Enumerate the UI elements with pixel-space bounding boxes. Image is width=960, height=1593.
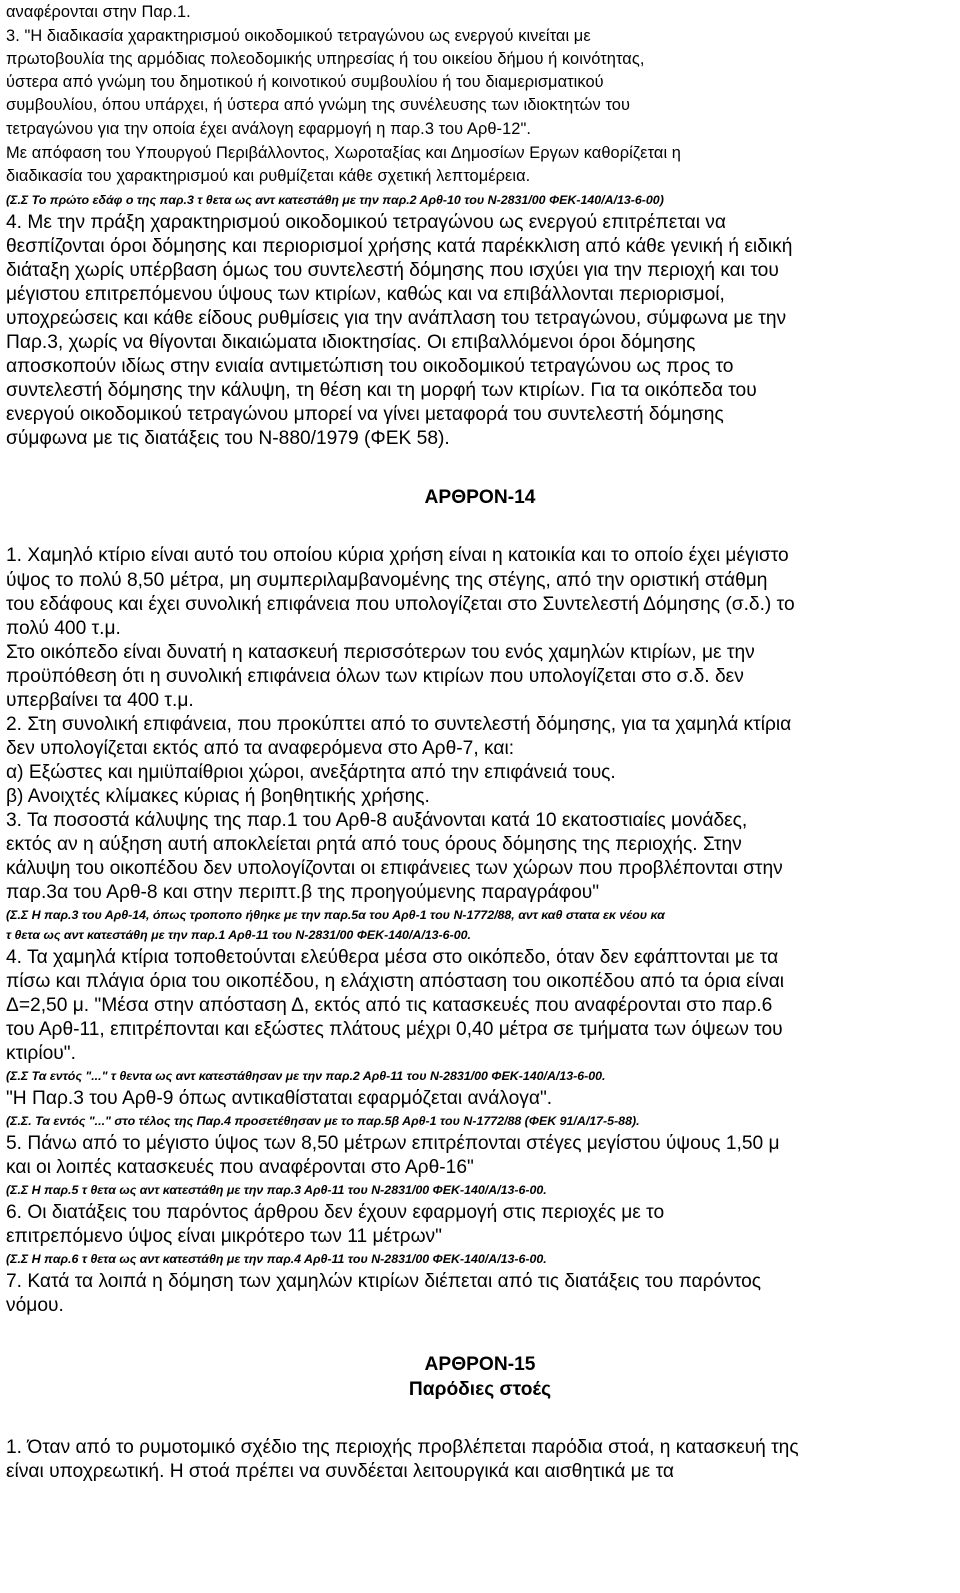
text-line: πολύ 400 τ.μ. <box>6 618 121 639</box>
editor-note: τ θετα ως αντ κατεστάθη με την παρ.1 Αρθ-11 του Ν-2831/00 ΦΕΚ-140/Α/13-6-00. <box>6 928 471 942</box>
text-line: αποσκοπούν ιδίως στην ενιαία αντιμετώπιση του οικοδομικού τετραγώνου ως προς το <box>6 356 734 377</box>
text-line: ενεργού οικοδομικού τετραγώνου μπορεί να γίνει μεταφορά του συντελεστή δόμησης <box>6 404 724 425</box>
text-line: α) Εξώστες και ημιϋπαίθριοι χώροι, ανεξάρτητα από την επιφάνειά τους. <box>6 762 616 783</box>
text-line: ύστερα από γνώμη του δημοτικού ή κοινοτικού συμβουλίου ή του διαμερισματικού <box>6 73 604 91</box>
text-line: του Αρθ-11, επιτρέπονται και εξώστες πλάτους μέχρι 0,40 μέτρα σε τμήματα των όψεων του <box>6 1019 783 1040</box>
text-line: β) Ανοιχτές κλίμακες κύριας ή βοηθητικής χρήσης. <box>6 786 430 807</box>
text-line: 1. Όταν από το ρυμοτομικό σχέδιο της περιοχής προβλέπεται παρόδια στοά, η κατασκευή της <box>6 1437 799 1458</box>
text-line: πρωτοβουλία της αρμόδιας πολεοδομικής υπηρεσίας ή του οικείου δήμου ή κοινότητας, <box>6 50 645 68</box>
editor-note: (Σ.Σ Τα εντός "..." τ θεντα ως αντ κατεστάθησαν με την παρ.2 Αρθ-11 του Ν-2831/00 ΦΕΚ-140/Α/13-6-00. <box>6 1069 606 1083</box>
text-line: εκτός αν η αύξηση αυτή αποκλείεται ρητά από τους όρους δόμησης της περιοχής. Στην <box>6 834 742 855</box>
text-line: 3. Τα ποσοστά κάλυψης της παρ.1 του Αρθ-8 αυξάνονται κατά 10 εκατοστιαίες μονάδες, <box>6 810 748 831</box>
text-line: ύψος το πολύ 8,50 μέτρα, μη συμπεριλαμβανομένης της στέγης, από την οριστική στάθμη <box>6 570 768 591</box>
text-line: συντελεστή δόμησης την κάλυψη, τη θέση και τη μορφή των κτιρίων. Για τα οικόπεδα του <box>6 380 757 401</box>
text-line: τετραγώνου για την οποία έχει ανάλογη εφαρμογή η παρ.3 του Αρθ-12". <box>6 120 532 138</box>
text-line: κάλυψη του οικοπέδου δεν υπολογίζονται οι επιφάνειες των χώρων που προβλέπονται στην <box>6 858 783 879</box>
text-line: αναφέρονται στην Παρ.1. <box>6 3 191 21</box>
article-heading: ΑΡΘΡΟΝ-15 <box>424 1354 536 1375</box>
editor-note: (Σ.Σ Η παρ.6 τ θετα ως αντ κατεστάθη με την παρ.4 Αρθ-11 του Ν-2831/00 ΦΕΚ-140/Α/13-6-00. <box>6 1252 547 1266</box>
text-line: σύμφωνα με τις διατάξεις του Ν-880/1979 (ΦΕΚ 58). <box>6 428 450 449</box>
text-line: διαδικασία του χαρακτηρισμού και ρυθμίζεται κάθε σχετική λεπτομέρεια. <box>6 167 531 185</box>
text-line: 2. Στη συνολική επιφάνεια, που προκύπτει από το συντελεστή δόμησης, για τα χαμηλά κτίρια <box>6 714 792 735</box>
text-line: είναι υποχρεωτική. Η στοά πρέπει να συνδέεται λειτουργικά και αισθητικά με τα <box>6 1461 674 1482</box>
text-line: θεσπίζονται όροι δόμησης και περιορισμοί χρήσης κατά παρέκκλιση από κάθε γενική ή ειδική <box>6 236 793 257</box>
text-line: 3. "Η διαδικασία χαρακτηρισμού οικοδομικού τετραγώνου ως ενεργού κινείται με <box>6 27 591 45</box>
text-line: 7. Κατά τα λοιπά η δόμηση των χαμηλών κτιρίων διέπεται από τις διατάξεις του παρόντος <box>6 1271 762 1292</box>
editor-note: (Σ.Σ Η παρ.5 τ θετα ως αντ κατεστάθη με την παρ.3 Αρθ-11 του Ν-2831/00 ΦΕΚ-140/Α/13-6-00. <box>6 1183 547 1197</box>
editor-note: (Σ.Σ Η παρ.3 του Αρθ-14, όπως τροποπο ήθηκε με την παρ.5α του Αρθ-1 του Ν-1772/88, αντ καθ στατα εκ νέου κα <box>6 908 665 922</box>
text-line: 4. Τα χαμηλά κτίρια τοποθετούνται ελεύθερα μέσα στο οικόπεδο, όταν δεν εφάπτονται με τα <box>6 947 779 968</box>
text-line: Με απόφαση του Υπουργού Περιβάλλοντος, Χωροταξίας και Δημοσίων Εργων καθορίζεται η <box>6 144 681 162</box>
text-line: νόμου. <box>6 1295 64 1316</box>
text-line: υποχρεώσεις και κάθε είδους ρυθμίσεις για την ανάπλαση του τετραγώνου, σύμφωνα με την <box>6 308 787 329</box>
text-line: 5. Πάνω από το μέγιστο ύψος των 8,50 μέτρων επιτρέπονται στέγες μεγίστου ύψους 1,50 μ <box>6 1133 780 1154</box>
text-line: 1. Χαμηλό κτίριο είναι αυτό του οποίου κύρια χρήση είναι η κατοικία και το οποίο έχει μέγιστο <box>6 545 789 566</box>
text-line: Στο οικόπεδο είναι δυνατή η κατασκευή περισσότερων του ενός χαμηλών κτιρίων, με την <box>6 642 755 663</box>
text-line: 6. Οι διατάξεις του παρόντος άρθρου δεν έχουν εφαρμογή στις περιοχές με το <box>6 1202 665 1223</box>
text-line: διάταξη χωρίς υπέρβαση όμως του συντελεστή δόμησης που ισχύει για την περιοχή και του <box>6 260 779 281</box>
editor-note: (Σ.Σ. Τα εντός "..." στο τέλος της Παρ.4 προσετέθησαν με το παρ.5β Αρθ-1 του Ν-1772/88 (ΦΕΚ 91/Α/17-5-88). <box>6 1114 640 1128</box>
editor-note: (Σ.Σ Το πρώτο εδάφ ο της παρ.3 τ θετα ως αντ κατεστάθη με την παρ.2 Αρθ-10 του Ν-2831/00 ΦΕΚ-140/Α/13-6-00) <box>6 193 664 207</box>
text-line: και οι λοιπές κατασκευές που αναφέρονται στο Αρθ-16" <box>6 1157 474 1178</box>
article-heading: ΑΡΘΡΟΝ-14 <box>424 487 536 508</box>
text-line: "Η Παρ.3 του Αρθ-9 όπως αντικαθίσταται εφαρμόζεται ανάλογα". <box>6 1088 553 1109</box>
text-line: Δ=2,50 μ. "Μέσα στην απόσταση Δ, εκτός από τις κατασκευές που αναφέρονται στο παρ.6 <box>6 995 773 1016</box>
text-line: προϋπόθεση ότι η συνολική επιφάνεια όλων των κτιρίων που υπολογίζεται στο σ.δ. δεν <box>6 666 744 687</box>
text-line: 4. Με την πράξη χαρακτηρισμού οικοδομικού τετραγώνου ως ενεργού επιτρέπεται να <box>6 212 726 233</box>
article-subheading: Παρόδιες στοές <box>408 1379 552 1400</box>
text-line: συμβουλίου, όπου υπάρχει, ή ύστερα από γνώμη της συνέλευσης των ιδιοκτητών του <box>6 96 631 114</box>
text-line: του εδάφους και έχει συνολική επιφάνεια που υπολογίζεται στο Συντελεστή Δόμησης (σ.δ.) το <box>6 594 795 615</box>
text-line: μέγιστου επιτρεπόμενου ύψους των κτιρίων, καθώς και να επιβάλλονται περιορισμοί, <box>6 284 725 305</box>
text-line: πίσω και πλάγια όρια του οικοπέδου, η ελάχιστη απόσταση του οικοπέδου από τα όρια είναι <box>6 971 785 992</box>
text-line: υπερβαίνει τα 400 τ.μ. <box>6 690 194 711</box>
text-line: Παρ.3, χωρίς να θίγονται δικαιώματα ιδιοκτησίας. Οι επιβαλλόμενοι όροι δόμησης <box>6 332 696 353</box>
text-line: κτιρίου". <box>6 1043 76 1064</box>
text-line: δεν υπολογίζεται εκτός από τα αναφερόμενα στο Αρθ-7, και: <box>6 738 515 759</box>
text-line: επιτρεπόμενο ύψος είναι μικρότερο των 11 μέτρων" <box>6 1226 442 1247</box>
text-line: παρ.3α του Αρθ-8 και στην περιπτ.β της προηγούμενης παραγράφου" <box>6 882 600 903</box>
